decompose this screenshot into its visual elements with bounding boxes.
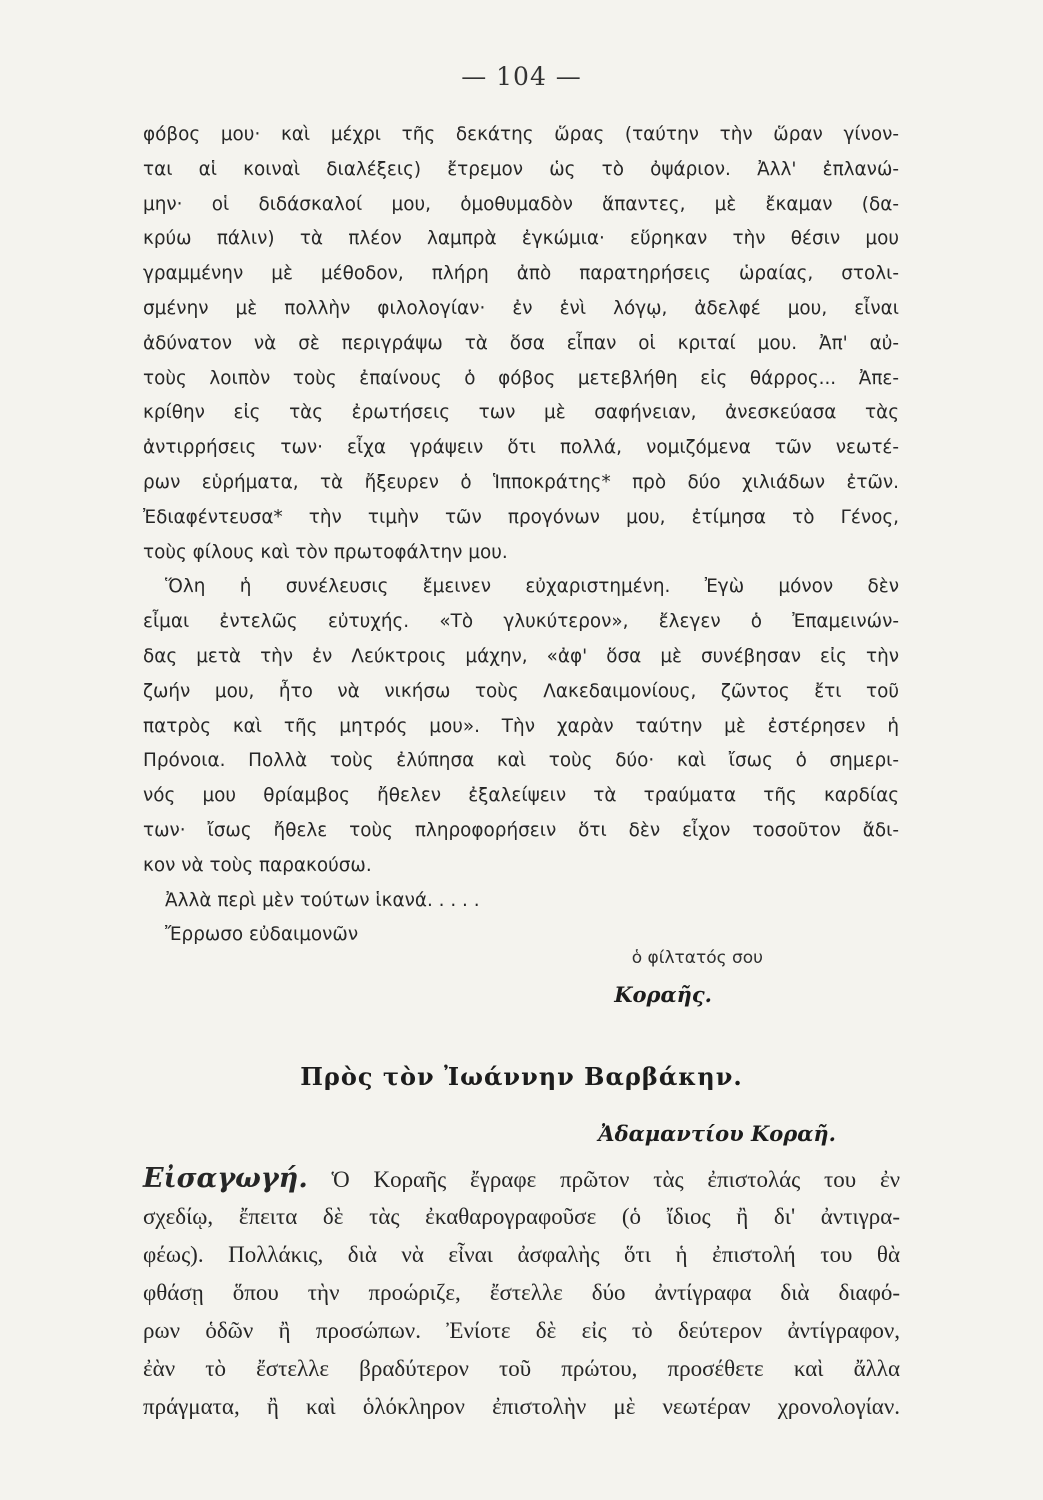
text-line: φθάσῃ ὅπου τὴν προώριζε, ἔστελλε δύο ἀντίγραφα διὰ διαφό-	[143, 1280, 900, 1305]
text-line: κρύω πάλιν) τὰ πλέον λαμπρὰ ἐγκώμια· εὕρηκαν τὴν θέσιν μου	[143, 228, 899, 250]
text-line: ἀδύνατον νὰ σὲ περιγράψω τὰ ὅσα εἶπαν οἱ κριταί μου. Ἀπ' αὐ-	[143, 332, 899, 354]
introduction-paragraph	[143, 1160, 900, 1426]
author-byline: Ἀδαμαντίου Κοραῆ.	[598, 1121, 836, 1146]
text-line: πατρὸς καὶ τῆς μητρός μου». Τὴν χαρὰν ταύτην μὲ ἐστέρησεν ἡ	[143, 715, 899, 737]
text-line: ἀντιρρήσεις των· εἶχα γράψειν ὅτι πολλά, νομιζόμενα τῶν νεωτέ-	[143, 437, 899, 459]
text-line: γραμμένην μὲ μέθοδον, πλήρη ἀπὸ παρατηρήσεις ὡραίας, στολι-	[143, 263, 899, 285]
letter-body	[143, 118, 899, 953]
text-line: δας μετὰ τὴν ἐν Λεύκτροις μάχην, «ἀφ' ὅσα μὲ συνέβησαν εἰς τὴν	[143, 645, 899, 667]
text-line: σχεδίῳ, ἔπειτα δὲ τὰς ἐκαθαρογραφοῦσε (ὁ ἴδιος ἢ δι' ἀντιγρα-	[143, 1204, 900, 1229]
text-line: νός μου θρίαμβος ἤθελεν ἐξαλείψειν τὰ τραύματα τῆς καρδίας	[143, 785, 899, 807]
text-line: Ἀλλὰ περὶ μὲν τούτων ἱκανά. . . . .	[165, 889, 480, 911]
page-number: — 104 —	[461, 62, 582, 91]
section-heading: Πρὸς τὸν Ἰωάννην Βαρβάκην.	[300, 1062, 743, 1091]
text-line: ζωήν μου, ἦτο νὰ νικήσω τοὺς Λακεδαιμονίους, ζῶντος ἔτι τοῦ	[143, 680, 899, 702]
text-line: μην· οἱ διδάσκαλοί μου, ὁμοθυμαδὸν ἅπαντες, μὲ ἔκαμαν (δα-	[143, 193, 899, 215]
text-line: εἶμαι ἐντελῶς εὐτυχής. «Τὸ γλυκύτερον», ἔλεγεν ὁ Ἐπαμεινών-	[143, 611, 899, 633]
signature: Κοραῆς.	[614, 982, 712, 1007]
text-line: τοὺς λοιπὸν τοὺς ἐπαίνους ὁ φόβος μετεβλήθη εἰς θάρρος... Ἀπε-	[143, 367, 899, 389]
text-line: Ὅλη ἡ συνέλευσις ἔμεινεν εὐχαριστημένη. Ἐγὼ μόνον δὲν	[165, 576, 899, 598]
text-line: φόβος μου· καὶ μέχρι τῆς δεκάτης ὥρας (ταύτην τὴν ὥραν γίνον-	[143, 124, 899, 145]
text-line: τοὺς φίλους καὶ τὸν πρωτοφάλτην μου.	[143, 541, 508, 563]
text-line: φέως). Πολλάκις, διὰ νὰ εἶναι ἀσφαλὴς ὅτι ἡ ἐπιστολή του θὰ	[143, 1242, 900, 1267]
text-line: ρων εὑρήματα, τὰ ἤξευρεν ὁ Ἱπποκράτης* πρὸ δύο χιλιάδων ἐτῶν.	[143, 471, 899, 493]
text-line: ται αἱ κοιναὶ διαλέξεις) ἔτρεμον ὡς τὸ ὀψάριον. Ἀλλ' ἐπλανώ-	[143, 158, 899, 180]
text-line	[143, 1160, 900, 1198]
text-line: ἐὰν τὸ ἔστελλε βραδύτερον τοῦ πρώτου, προσέθετε καὶ ἄλλα	[143, 1356, 900, 1381]
text-line: πράγματα, ἢ καὶ ὁλόκληρον ἐπιστολὴν μὲ νεωτέραν χρονολογίαν.	[143, 1394, 900, 1419]
text-line: Ἐδιαφέντευσα* τὴν τιμὴν τῶν προγόνων μου, ἐτίμησα τὸ Γένος,	[143, 506, 899, 528]
text-line: ρων ὁδῶν ἢ προσώπων. Ἐνίοτε δὲ εἰς τὸ δεύτερον ἀντίγραφον,	[143, 1318, 900, 1343]
closing-phrase: ὁ φίλτατός σου	[631, 948, 763, 968]
text-line: των· ἴσως ἤθελε τοὺς πληροφορήσειν ὅτι δὲν εἶχον τοσοῦτον ἄδι-	[143, 819, 899, 841]
text-line: κρίθην εἰς τὰς ἐρωτήσεις των μὲ σαφήνειαν, ἀνεσκεύασα τὰς	[143, 402, 899, 424]
text-line: Ἔρρωσο εὐδαιμονῶν	[165, 924, 359, 946]
text-line: κον νὰ τοὺς παρακούσω.	[143, 854, 372, 876]
text-line: σμένην μὲ πολλὴν φιλολογίαν· ἐν ἑνὶ λόγῳ, ἀδελφέ μου, εἶναι	[143, 297, 899, 319]
intro-first-line: Ὁ Κοραῆς ἔγραφε πρῶτον τὰς ἐπιστολάς του ἐν	[331, 1167, 901, 1192]
text-line: Πρόνοια. Πολλὰ τοὺς ἐλύπησα καὶ τοὺς δύο· καὶ ἴσως ὁ σημερι-	[143, 750, 899, 772]
intro-label: Εἰσαγωγή.	[143, 1163, 308, 1194]
